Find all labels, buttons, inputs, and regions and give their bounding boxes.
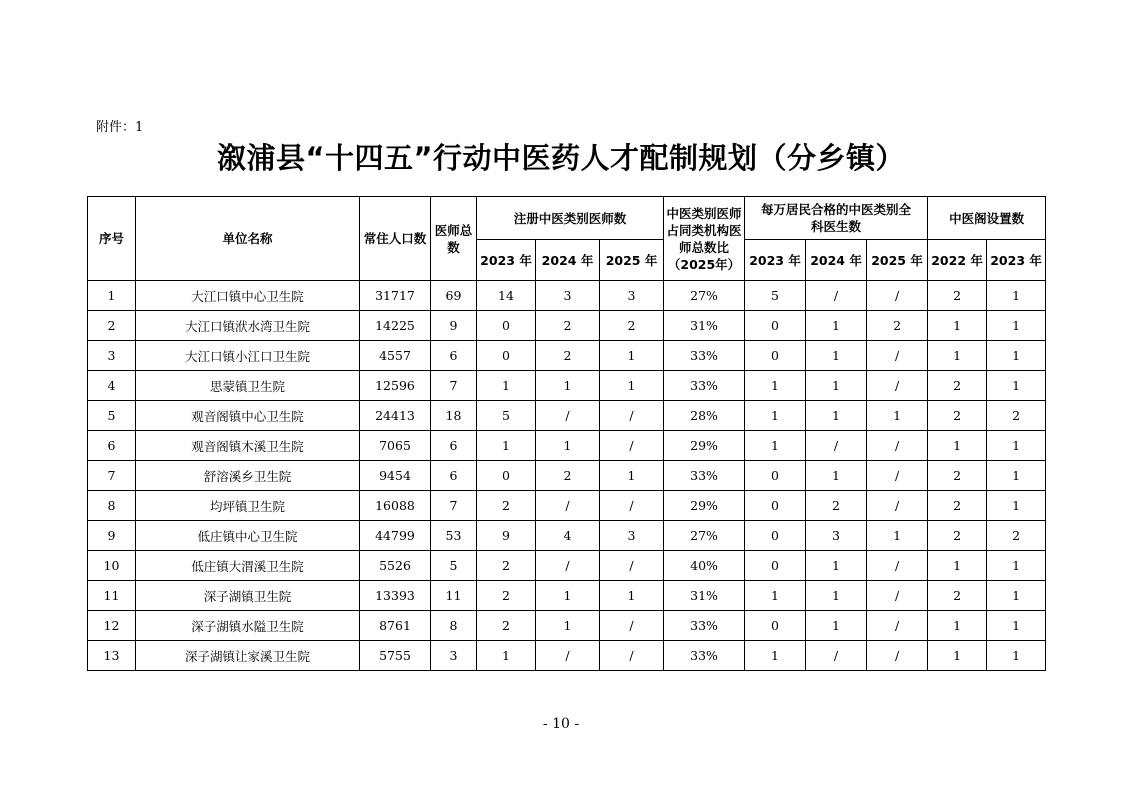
- cell-reg-2023: 0: [477, 311, 536, 341]
- page-number: - 10 -: [542, 716, 580, 732]
- cell-pavilion-2023: 1: [987, 311, 1046, 341]
- cell-reg-2025: 1: [600, 341, 664, 371]
- cell-pavilion-2023: 1: [987, 461, 1046, 491]
- cell-per10k-2024: /: [806, 641, 867, 671]
- cell-reg-2025: 1: [600, 581, 664, 611]
- header-per-10k: 每万居民合格的中医类别全科医生数: [745, 197, 928, 240]
- cell-per10k-2023: 0: [745, 521, 806, 551]
- cell-population: 7065: [360, 431, 431, 461]
- cell-ratio: 27%: [664, 281, 745, 311]
- cell-reg-2024: 2: [536, 311, 600, 341]
- cell-pavilion-2023: 1: [987, 281, 1046, 311]
- cell-per10k-2024: 1: [806, 581, 867, 611]
- cell-seq: 8: [88, 491, 136, 521]
- table-row: [88, 611, 1046, 641]
- cell-reg-2023: 2: [477, 491, 536, 521]
- cell-per10k-2024: 1: [806, 371, 867, 401]
- cell-doctors: 9: [431, 311, 477, 341]
- table-row: [88, 521, 1046, 551]
- cell-unit: 低庄镇中心卫生院: [136, 521, 360, 551]
- cell-unit: 大江口镇中心卫生院: [136, 281, 360, 311]
- table-row: [88, 281, 1046, 311]
- cell-pavilion-2022: 1: [928, 611, 987, 641]
- cell-per10k-2023: 1: [745, 401, 806, 431]
- cell-per10k-2025: /: [867, 491, 928, 521]
- cell-reg-2023: 1: [477, 641, 536, 671]
- cell-per10k-2024: 1: [806, 401, 867, 431]
- table-row: [88, 431, 1046, 461]
- cell-reg-2025: /: [600, 641, 664, 671]
- cell-reg-2024: 2: [536, 461, 600, 491]
- cell-population: 5755: [360, 641, 431, 671]
- table-row: [88, 461, 1046, 491]
- cell-reg-2024: 2: [536, 341, 600, 371]
- cell-ratio: 28%: [664, 401, 745, 431]
- header-pavilion-2023: 2023 年: [987, 240, 1046, 281]
- cell-per10k-2025: /: [867, 641, 928, 671]
- cell-pavilion-2022: 1: [928, 641, 987, 671]
- cell-unit: 深子湖镇水隘卫生院: [136, 611, 360, 641]
- table-row: [88, 311, 1046, 341]
- cell-doctors: 69: [431, 281, 477, 311]
- cell-reg-2025: /: [600, 401, 664, 431]
- cell-doctors: 7: [431, 371, 477, 401]
- cell-unit: 深子湖镇让家溪卫生院: [136, 641, 360, 671]
- cell-per10k-2025: 2: [867, 311, 928, 341]
- cell-reg-2025: 2: [600, 311, 664, 341]
- header-pavilion: 中医阁设置数: [928, 197, 1046, 240]
- table-row: [88, 641, 1046, 671]
- cell-doctors: 11: [431, 581, 477, 611]
- header-per-10k-2025: 2025 年: [867, 240, 928, 281]
- cell-pavilion-2023: 1: [987, 341, 1046, 371]
- cell-per10k-2025: /: [867, 431, 928, 461]
- cell-pavilion-2022: 2: [928, 461, 987, 491]
- cell-unit: 思蒙镇卫生院: [136, 371, 360, 401]
- cell-seq: 2: [88, 311, 136, 341]
- cell-per10k-2023: 0: [745, 611, 806, 641]
- cell-per10k-2023: 1: [745, 641, 806, 671]
- cell-pavilion-2023: 1: [987, 371, 1046, 401]
- cell-reg-2025: /: [600, 491, 664, 521]
- cell-per10k-2024: 1: [806, 341, 867, 371]
- cell-reg-2023: 1: [477, 431, 536, 461]
- cell-per10k-2023: 1: [745, 581, 806, 611]
- header-pavilion-2022: 2022 年: [928, 240, 987, 281]
- cell-doctors: 53: [431, 521, 477, 551]
- cell-reg-2023: 5: [477, 401, 536, 431]
- cell-pavilion-2023: 1: [987, 611, 1046, 641]
- cell-per10k-2025: 1: [867, 521, 928, 551]
- cell-pavilion-2022: 2: [928, 581, 987, 611]
- header-registered-2024: 2024 年: [536, 240, 600, 281]
- cell-pavilion-2022: 1: [928, 431, 987, 461]
- cell-per10k-2023: 0: [745, 311, 806, 341]
- cell-seq: 13: [88, 641, 136, 671]
- cell-unit: 均坪镇卫生院: [136, 491, 360, 521]
- cell-per10k-2025: 1: [867, 401, 928, 431]
- cell-unit: 观音阁镇中心卫生院: [136, 401, 360, 431]
- cell-ratio: 33%: [664, 611, 745, 641]
- table-row: [88, 491, 1046, 521]
- cell-per10k-2024: /: [806, 431, 867, 461]
- header-per-10k-2024: 2024 年: [806, 240, 867, 281]
- cell-unit: 深子湖镇卫生院: [136, 581, 360, 611]
- cell-unit: 低庄镇大渭溪卫生院: [136, 551, 360, 581]
- cell-ratio: 33%: [664, 641, 745, 671]
- cell-seq: 9: [88, 521, 136, 551]
- cell-ratio: 33%: [664, 341, 745, 371]
- cell-ratio: 27%: [664, 521, 745, 551]
- cell-per10k-2023: 1: [745, 371, 806, 401]
- cell-seq: 11: [88, 581, 136, 611]
- header-registered-2025: 2025 年: [600, 240, 664, 281]
- cell-reg-2024: /: [536, 401, 600, 431]
- cell-doctors: 5: [431, 551, 477, 581]
- staffing-table: [87, 196, 1046, 671]
- header-registered: 注册中医类别医师数: [477, 197, 664, 240]
- table-row: [88, 401, 1046, 431]
- cell-per10k-2025: /: [867, 551, 928, 581]
- cell-pavilion-2023: 1: [987, 641, 1046, 671]
- cell-seq: 10: [88, 551, 136, 581]
- header-registered-2023: 2023 年: [477, 240, 536, 281]
- cell-per10k-2023: 0: [745, 491, 806, 521]
- cell-per10k-2024: 1: [806, 551, 867, 581]
- cell-reg-2024: /: [536, 551, 600, 581]
- cell-population: 4557: [360, 341, 431, 371]
- cell-doctors: 7: [431, 491, 477, 521]
- cell-per10k-2023: 0: [745, 461, 806, 491]
- cell-reg-2023: 2: [477, 581, 536, 611]
- cell-reg-2025: /: [600, 431, 664, 461]
- table-body: [88, 281, 1046, 671]
- cell-pavilion-2023: 2: [987, 401, 1046, 431]
- cell-reg-2024: 1: [536, 431, 600, 461]
- cell-pavilion-2023: 1: [987, 581, 1046, 611]
- cell-seq: 3: [88, 341, 136, 371]
- cell-per10k-2025: /: [867, 341, 928, 371]
- cell-per10k-2025: /: [867, 581, 928, 611]
- cell-per10k-2025: /: [867, 461, 928, 491]
- header-per-10k-2023: 2023 年: [745, 240, 806, 281]
- cell-reg-2025: 1: [600, 371, 664, 401]
- cell-reg-2025: 1: [600, 461, 664, 491]
- cell-per10k-2023: 5: [745, 281, 806, 311]
- cell-seq: 12: [88, 611, 136, 641]
- cell-per10k-2023: 0: [745, 551, 806, 581]
- header-ratio: 中医类别医师占同类机构医师总数比（2025年）: [664, 197, 745, 281]
- cell-reg-2023: 2: [477, 611, 536, 641]
- cell-per10k-2023: 1: [745, 431, 806, 461]
- cell-population: 44799: [360, 521, 431, 551]
- cell-per10k-2024: 1: [806, 311, 867, 341]
- cell-reg-2024: 3: [536, 281, 600, 311]
- cell-doctors: 6: [431, 431, 477, 461]
- cell-unit: 大江口镇小江口卫生院: [136, 341, 360, 371]
- table-row: [88, 341, 1046, 371]
- cell-pavilion-2022: 2: [928, 491, 987, 521]
- cell-seq: 1: [88, 281, 136, 311]
- cell-per10k-2025: /: [867, 611, 928, 641]
- cell-pavilion-2023: 1: [987, 431, 1046, 461]
- cell-reg-2024: 1: [536, 581, 600, 611]
- cell-pavilion-2022: 1: [928, 551, 987, 581]
- cell-reg-2025: /: [600, 611, 664, 641]
- attachment-label: 附件：1: [96, 120, 144, 135]
- cell-seq: 4: [88, 371, 136, 401]
- cell-population: 16088: [360, 491, 431, 521]
- header-seq: 序号: [88, 197, 136, 281]
- cell-doctors: 3: [431, 641, 477, 671]
- cell-population: 12596: [360, 371, 431, 401]
- cell-unit: 舒溶溪乡卫生院: [136, 461, 360, 491]
- cell-doctors: 18: [431, 401, 477, 431]
- cell-pavilion-2022: 1: [928, 311, 987, 341]
- cell-pavilion-2023: 1: [987, 491, 1046, 521]
- cell-reg-2024: 1: [536, 611, 600, 641]
- cell-ratio: 40%: [664, 551, 745, 581]
- cell-population: 8761: [360, 611, 431, 641]
- cell-reg-2023: 2: [477, 551, 536, 581]
- cell-seq: 6: [88, 431, 136, 461]
- cell-reg-2025: 3: [600, 521, 664, 551]
- cell-population: 14225: [360, 311, 431, 341]
- cell-population: 13393: [360, 581, 431, 611]
- cell-ratio: 33%: [664, 461, 745, 491]
- cell-pavilion-2022: 1: [928, 341, 987, 371]
- cell-doctors: 6: [431, 461, 477, 491]
- cell-pavilion-2022: 2: [928, 401, 987, 431]
- cell-doctors: 8: [431, 611, 477, 641]
- page-title: 溆浦县“十四五”行动中医药人才配制规划（分乡镇）: [216, 141, 906, 175]
- cell-per10k-2024: 3: [806, 521, 867, 551]
- cell-ratio: 29%: [664, 491, 745, 521]
- cell-reg-2025: 3: [600, 281, 664, 311]
- cell-pavilion-2023: 1: [987, 551, 1046, 581]
- cell-population: 31717: [360, 281, 431, 311]
- cell-per10k-2024: 1: [806, 461, 867, 491]
- table-row: [88, 581, 1046, 611]
- cell-ratio: 31%: [664, 581, 745, 611]
- cell-per10k-2025: /: [867, 281, 928, 311]
- cell-reg-2023: 0: [477, 341, 536, 371]
- header-unit: 单位名称: [136, 197, 360, 281]
- cell-pavilion-2022: 2: [928, 371, 987, 401]
- cell-population: 5526: [360, 551, 431, 581]
- cell-ratio: 29%: [664, 431, 745, 461]
- header-population: 常住人口数: [360, 197, 431, 281]
- header-doctors: 医师总数: [431, 197, 477, 281]
- table-row: [88, 371, 1046, 401]
- cell-reg-2023: 9: [477, 521, 536, 551]
- cell-population: 24413: [360, 401, 431, 431]
- cell-reg-2023: 1: [477, 371, 536, 401]
- cell-pavilion-2022: 2: [928, 281, 987, 311]
- cell-seq: 7: [88, 461, 136, 491]
- cell-ratio: 33%: [664, 371, 745, 401]
- cell-pavilion-2023: 2: [987, 521, 1046, 551]
- cell-population: 9454: [360, 461, 431, 491]
- cell-pavilion-2022: 2: [928, 521, 987, 551]
- cell-ratio: 31%: [664, 311, 745, 341]
- cell-unit: 观音阁镇木溪卫生院: [136, 431, 360, 461]
- cell-reg-2024: 4: [536, 521, 600, 551]
- cell-reg-2023: 0: [477, 461, 536, 491]
- cell-unit: 大江口镇洑水湾卫生院: [136, 311, 360, 341]
- cell-per10k-2025: /: [867, 371, 928, 401]
- cell-per10k-2023: 0: [745, 341, 806, 371]
- cell-seq: 5: [88, 401, 136, 431]
- cell-per10k-2024: 2: [806, 491, 867, 521]
- table-row: [88, 551, 1046, 581]
- cell-reg-2025: /: [600, 551, 664, 581]
- cell-reg-2024: /: [536, 641, 600, 671]
- cell-reg-2024: 1: [536, 371, 600, 401]
- cell-doctors: 6: [431, 341, 477, 371]
- cell-per10k-2024: /: [806, 281, 867, 311]
- cell-per10k-2024: 1: [806, 611, 867, 641]
- cell-reg-2023: 14: [477, 281, 536, 311]
- cell-reg-2024: /: [536, 491, 600, 521]
